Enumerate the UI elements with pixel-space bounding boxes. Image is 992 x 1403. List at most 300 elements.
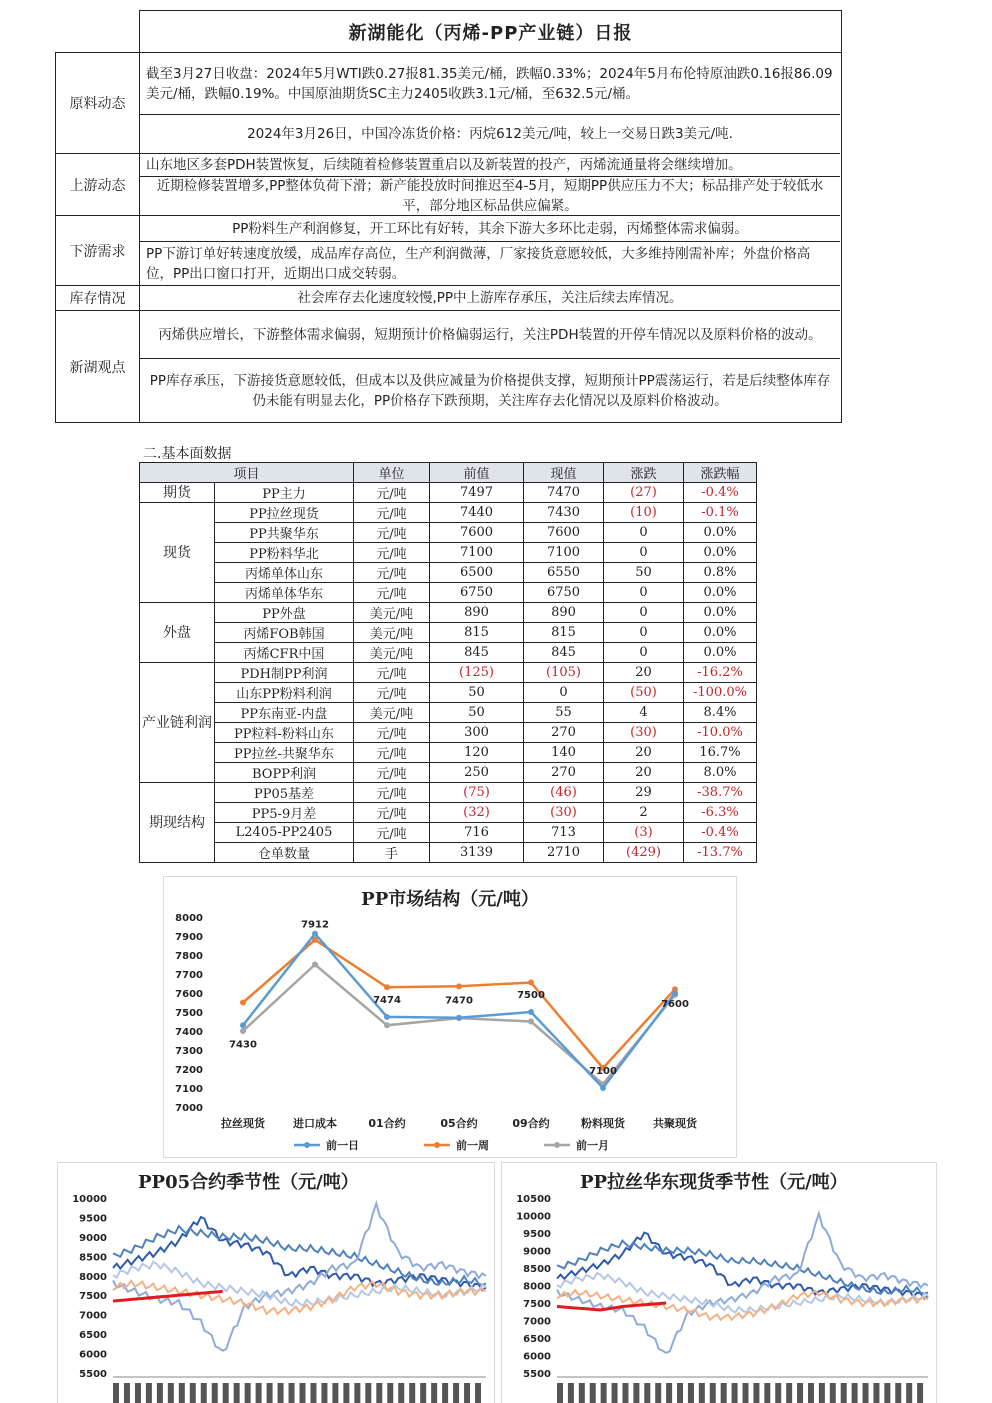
- item-cell: 丙烯单体华东: [215, 583, 354, 603]
- data-point: [600, 1085, 606, 1091]
- pct-cell: -100.0%: [684, 683, 757, 703]
- y-tick-label: 7800: [175, 951, 203, 962]
- item-cell: PP粒料-粉料山东: [215, 723, 354, 743]
- table-row: [140, 563, 757, 583]
- cur-cell: 2710: [524, 843, 604, 863]
- x-tick-label: [343, 1383, 349, 1403]
- x-tick-label: [212, 1383, 218, 1403]
- x-tick-label: [376, 1383, 382, 1403]
- prev-cell: 50: [430, 703, 524, 723]
- pct-cell: 0.0%: [684, 583, 757, 603]
- x-tick-label: 粉料现货: [581, 1117, 625, 1130]
- legend-marker: [554, 1142, 560, 1148]
- x-tick-label: [906, 1383, 912, 1403]
- report-title: 新湖能化（丙烯-PP产业链）日报: [139, 10, 842, 52]
- item-cell: 丙烯单体山东: [215, 563, 354, 583]
- x-tick-label: [179, 1383, 185, 1403]
- x-tick-label: [365, 1383, 371, 1403]
- prev-cell: 7600: [430, 523, 524, 543]
- chg-cell: 20: [604, 763, 684, 783]
- prev-cell: 7497: [430, 483, 524, 503]
- data-point: [528, 980, 534, 986]
- data-point: [240, 1022, 246, 1028]
- row-label-upstream: 上游动态: [56, 154, 140, 216]
- data-point: [312, 931, 318, 937]
- unit-cell: 元/吨: [354, 823, 430, 843]
- x-tick-label: [464, 1383, 470, 1403]
- prev-cell: 3139: [430, 843, 524, 863]
- y-tick-label: 6500: [79, 1330, 107, 1342]
- chg-cell: (27): [604, 483, 684, 503]
- group-label: 现货: [140, 503, 215, 603]
- cur-cell: 7430: [524, 503, 604, 523]
- data-point: [384, 1014, 390, 1020]
- chg-cell: 50: [604, 563, 684, 583]
- data-label: 7100: [589, 1066, 617, 1077]
- y-tick-label: 5500: [79, 1369, 107, 1380]
- unit-cell: 元/吨: [354, 583, 430, 603]
- x-tick-label: [157, 1383, 163, 1403]
- cur-cell: 815: [524, 623, 604, 643]
- y-tick-label: 7500: [175, 1008, 203, 1019]
- x-tick-label: [300, 1383, 306, 1403]
- y-tick-label: 6500: [523, 1334, 551, 1345]
- y-tick-label: 6000: [79, 1349, 107, 1361]
- x-tick-label: 拉丝现货: [221, 1117, 265, 1130]
- pct-cell: 8.4%: [684, 703, 757, 723]
- data-label: 7470: [445, 995, 473, 1007]
- unit-cell: 元/吨: [354, 763, 430, 783]
- x-tick-label: [830, 1383, 836, 1403]
- chg-cell: 0: [604, 523, 684, 543]
- item-cell: PDH制PP利润: [215, 663, 354, 683]
- y-tick-label: 8000: [79, 1271, 107, 1283]
- prev-cell: 250: [430, 763, 524, 783]
- report-grid: [55, 52, 842, 423]
- x-tick-label: [590, 1383, 596, 1403]
- x-tick-label: [256, 1383, 262, 1403]
- data-label: 7474: [373, 994, 401, 1006]
- table-row: [140, 543, 757, 563]
- prev-cell: 815: [430, 623, 524, 643]
- x-tick-label: [146, 1383, 152, 1403]
- legend-label: 前一日: [326, 1139, 359, 1152]
- unit-cell: 美元/吨: [354, 643, 430, 663]
- legend-marker: [304, 1142, 310, 1148]
- cur-cell: 7100: [524, 543, 604, 563]
- x-tick-label: 01合约: [368, 1117, 406, 1130]
- unit-cell: 元/吨: [354, 523, 430, 543]
- cur-cell: 270: [524, 763, 604, 783]
- daily-report-table: [55, 10, 842, 423]
- chg-cell: 0: [604, 603, 684, 623]
- unit-cell: 手: [354, 843, 430, 863]
- pct-cell: 8.0%: [684, 763, 757, 783]
- x-tick-label: [633, 1383, 639, 1403]
- item-cell: PP东南亚-内盘: [215, 703, 354, 723]
- upstream-pp-text: 近期检修装置增多,PP整体负荷下滑；新产能投放时间推迟至4-5月，短期PP供应压力不大；标品排产处于较低水平，部分地区标品供应偏紧。: [140, 177, 840, 216]
- cur-cell: 7600: [524, 523, 604, 543]
- item-cell: PP共聚华东: [215, 523, 354, 543]
- x-tick-label: [289, 1383, 295, 1403]
- x-tick-label: [841, 1383, 847, 1403]
- x-tick-label: [442, 1383, 448, 1403]
- x-tick-label: [135, 1383, 141, 1403]
- x-tick-label: [245, 1383, 251, 1403]
- market-structure-chart: [163, 876, 737, 1158]
- pct-cell: 0.0%: [684, 543, 757, 563]
- x-tick-label: [168, 1383, 174, 1403]
- pct-cell: -13.7%: [684, 843, 757, 863]
- x-tick-label: [201, 1383, 207, 1403]
- chg-cell: 29: [604, 783, 684, 803]
- cur-cell: 140: [524, 743, 604, 763]
- item-cell: PP外盘: [215, 603, 354, 623]
- x-tick-label: [622, 1383, 628, 1403]
- unit-cell: 元/吨: [354, 683, 430, 703]
- x-tick-label: [234, 1383, 240, 1403]
- x-tick-label: [190, 1383, 196, 1403]
- x-tick-label: [699, 1383, 705, 1403]
- y-tick-label: 8000: [175, 913, 203, 924]
- x-tick-label: [267, 1383, 273, 1403]
- y-tick-label: 6000: [523, 1351, 551, 1363]
- table-row: [140, 823, 757, 843]
- cur-cell: (105): [524, 663, 604, 683]
- table-row: [140, 703, 757, 723]
- data-point: [528, 1009, 534, 1015]
- y-tick-label: 5500: [523, 1369, 551, 1380]
- table-row: [140, 803, 757, 823]
- cur-cell: 0: [524, 683, 604, 703]
- unit-cell: 元/吨: [354, 663, 430, 683]
- x-tick-label: [278, 1383, 284, 1403]
- chg-cell: (3): [604, 823, 684, 843]
- group-label: 期现结构: [140, 783, 215, 863]
- raffia-seasonality-plot: [502, 1163, 936, 1403]
- header-unit: 单位: [354, 463, 430, 483]
- data-point: [672, 990, 678, 996]
- pp05-seasonality-title: PP05合约季节性（元/吨）: [138, 1172, 359, 1193]
- x-tick-label: [895, 1383, 901, 1403]
- downstream-pp-text: PP下游订单好转速度放缓，成品库存高位，生产利润微薄，厂家接货意愿较低，大多维持刚需补库；外盘价格高位，PP出口窗口打开，近期出口成交转弱。: [140, 242, 840, 286]
- chg-cell: 0: [604, 583, 684, 603]
- y-tick-label: 10000: [72, 1194, 107, 1205]
- chg-cell: 20: [604, 743, 684, 763]
- unit-cell: 元/吨: [354, 483, 430, 503]
- item-cell: L2405-PP2405: [215, 823, 354, 843]
- x-tick-label: [568, 1383, 574, 1403]
- x-tick-label: [710, 1383, 716, 1403]
- outlook-pp-text: PP库存承压，下游接货意愿较低，但成本以及供应减量为价格提供支撑，短期预计PP震荡运行，若是后续整体库存仍未能有明显去化，PP价格存下跌预期，关注库存去化情况以及原料价格波动。: [149, 373, 831, 409]
- x-tick-label: [453, 1383, 459, 1403]
- legend-label: 前一月: [576, 1139, 609, 1152]
- pct-cell: -0.4%: [684, 483, 757, 503]
- x-tick-label: 进口成本: [293, 1117, 337, 1130]
- y-tick-label: 7400: [175, 1027, 203, 1038]
- prev-cell: (125): [430, 663, 524, 683]
- cur-cell: 55: [524, 703, 604, 723]
- table-row: [140, 763, 757, 783]
- row-label-inventory: 库存情况: [56, 286, 140, 311]
- prev-cell: 300: [430, 723, 524, 743]
- y-tick-label: 7700: [175, 970, 203, 981]
- x-tick-label: [332, 1383, 338, 1403]
- chg-cell: 0: [604, 623, 684, 643]
- x-tick-label: [721, 1383, 727, 1403]
- unit-cell: 元/吨: [354, 783, 430, 803]
- y-tick-label: 7000: [175, 1103, 203, 1114]
- group-label: 产业链利润: [140, 663, 215, 783]
- prev-cell: 7100: [430, 543, 524, 563]
- unit-cell: 元/吨: [354, 543, 430, 563]
- pct-cell: -0.1%: [684, 503, 757, 523]
- x-tick-label: [655, 1383, 661, 1403]
- pct-cell: -38.7%: [684, 783, 757, 803]
- pct-cell: 0.0%: [684, 523, 757, 543]
- x-tick-label: 09合约: [512, 1117, 550, 1130]
- raffia-seasonality-title: PP拉丝华东现货季节性（元/吨）: [580, 1172, 848, 1193]
- downstream-propylene-text: PP粉料生产利润修复，开工环比有好转，其余下游大多环比走弱，丙烯整体需求偏弱。: [140, 216, 840, 242]
- x-tick-label: [387, 1383, 393, 1403]
- unit-cell: 美元/吨: [354, 603, 430, 623]
- x-tick-label: [743, 1383, 749, 1403]
- market-structure-title: PP市场结构（元/吨）: [361, 889, 539, 910]
- data-point: [384, 984, 390, 990]
- pct-cell: 16.7%: [684, 743, 757, 763]
- x-tick-label: [808, 1383, 814, 1403]
- item-cell: BOPP利润: [215, 763, 354, 783]
- prev-cell: (32): [430, 803, 524, 823]
- x-tick-label: [677, 1383, 683, 1403]
- cur-cell: (30): [524, 803, 604, 823]
- y-tick-label: 7500: [79, 1291, 107, 1303]
- x-tick-label: 共聚现货: [653, 1117, 697, 1130]
- x-tick-label: [113, 1383, 119, 1403]
- row-label-downstream: 下游需求: [56, 216, 140, 286]
- y-tick-label: 9500: [79, 1213, 107, 1225]
- chg-cell: (429): [604, 843, 684, 863]
- x-tick-label: 05合约: [440, 1117, 478, 1130]
- prev-cell: (75): [430, 783, 524, 803]
- cur-cell: 270: [524, 723, 604, 743]
- data-point: [456, 1015, 462, 1021]
- y-tick-label: 7000: [523, 1316, 551, 1328]
- y-tick-label: 10500: [516, 1194, 551, 1205]
- x-tick-label: [398, 1383, 404, 1403]
- table-row: [140, 623, 757, 643]
- table-row: [140, 643, 757, 663]
- table-row: [140, 523, 757, 543]
- item-cell: PP粉料华北: [215, 543, 354, 563]
- x-tick-label: [310, 1383, 316, 1403]
- group-label: 期货: [140, 483, 215, 503]
- y-tick-label: 7600: [175, 989, 203, 1000]
- table-header-row: [140, 463, 757, 483]
- pp05-seasonality-plot: [58, 1163, 494, 1403]
- legend-marker: [434, 1142, 440, 1148]
- y-tick-label: 9000: [79, 1232, 107, 1244]
- row-label-outlook: 新湖观点: [56, 311, 140, 423]
- inventory-text: 社会库存去化速度较慢,PP中上游库存承压，关注后续去库情况。: [140, 286, 840, 311]
- unit-cell: 元/吨: [354, 563, 430, 583]
- header-item: 项目: [140, 463, 354, 483]
- x-tick-label: [475, 1383, 481, 1403]
- x-tick-label: [863, 1383, 869, 1403]
- y-tick-label: 7200: [175, 1065, 203, 1076]
- item-cell: 丙烯CFR中国: [215, 643, 354, 663]
- unit-cell: 元/吨: [354, 723, 430, 743]
- table-row: [140, 683, 757, 703]
- cur-cell: 7470: [524, 483, 604, 503]
- raw-material-propane-text: 2024年3月26日，中国冷冻货价格：丙烷612美元/吨，较上一交易日跌3美元/吨.: [140, 115, 840, 154]
- x-tick-label: [557, 1383, 563, 1403]
- chg-cell: 0: [604, 543, 684, 563]
- table-row: [140, 783, 757, 803]
- chg-cell: (30): [604, 723, 684, 743]
- fundamentals-table: [139, 462, 757, 863]
- pct-cell: 0.0%: [684, 623, 757, 643]
- header-prev: 前值: [430, 463, 524, 483]
- prev-cell: 716: [430, 823, 524, 843]
- item-cell: PP拉丝-共聚华东: [215, 743, 354, 763]
- chg-cell: 4: [604, 703, 684, 723]
- group-label: 外盘: [140, 603, 215, 663]
- x-tick-label: [124, 1383, 130, 1403]
- prev-cell: 120: [430, 743, 524, 763]
- y-tick-label: 7300: [175, 1046, 203, 1057]
- x-tick-label: [884, 1383, 890, 1403]
- item-cell: 仓单数量: [215, 843, 354, 863]
- raffia-seasonality-chart: [501, 1162, 937, 1403]
- data-point: [384, 1022, 390, 1028]
- x-tick-label: [797, 1383, 803, 1403]
- x-tick-label: [786, 1383, 792, 1403]
- row-label-raw-material: 原料动态: [56, 53, 140, 154]
- prev-cell: 890: [430, 603, 524, 623]
- pct-cell: 0.8%: [684, 563, 757, 583]
- x-tick-label: [852, 1383, 858, 1403]
- item-cell: PP拉丝现货: [215, 503, 354, 523]
- y-tick-label: 7100: [175, 1084, 203, 1095]
- legend-label: 前一周: [456, 1139, 489, 1152]
- item-cell: 丙烯FOB韩国: [215, 623, 354, 643]
- cur-cell: 6550: [524, 563, 604, 583]
- item-cell: PP5-9月差: [215, 803, 354, 823]
- table-row: [140, 843, 757, 863]
- header-pct: 涨跌幅: [684, 463, 757, 483]
- table-row: [140, 583, 757, 603]
- x-tick-label: [688, 1383, 694, 1403]
- header-cur: 现值: [524, 463, 604, 483]
- x-tick-label: [666, 1383, 672, 1403]
- prev-cell: 6750: [430, 583, 524, 603]
- table-row: [140, 743, 757, 763]
- y-tick-label: 7000: [79, 1310, 107, 1322]
- data-label: 7500: [517, 990, 545, 1001]
- data-point: [312, 962, 318, 968]
- unit-cell: 元/吨: [354, 743, 430, 763]
- cur-cell: (46): [524, 783, 604, 803]
- chg-cell: 0: [604, 643, 684, 663]
- item-cell: PP05基差: [215, 783, 354, 803]
- data-label: 7430: [229, 1039, 257, 1051]
- prev-cell: 6500: [430, 563, 524, 583]
- chg-cell: (10): [604, 503, 684, 523]
- x-tick-label: [579, 1383, 585, 1403]
- y-tick-label: 8500: [79, 1252, 107, 1264]
- data-point: [528, 1019, 534, 1025]
- x-tick-label: [223, 1383, 229, 1403]
- x-tick-label: [873, 1383, 879, 1403]
- table-row: [140, 603, 757, 623]
- item-cell: PP主力: [215, 483, 354, 503]
- cur-cell: 845: [524, 643, 604, 663]
- header-chg: 涨跌: [604, 463, 684, 483]
- x-tick-label: [819, 1383, 825, 1403]
- chg-cell: (50): [604, 683, 684, 703]
- unit-cell: 元/吨: [354, 503, 430, 523]
- y-tick-label: 9000: [523, 1246, 551, 1258]
- pct-cell: -0.4%: [684, 823, 757, 843]
- x-tick-label: [775, 1383, 781, 1403]
- pp05-seasonality-chart: [57, 1162, 495, 1403]
- unit-cell: 美元/吨: [354, 623, 430, 643]
- pct-cell: 0.0%: [684, 643, 757, 663]
- data-point: [240, 1000, 246, 1006]
- x-tick-label: [601, 1383, 607, 1403]
- y-tick-label: 7900: [175, 932, 203, 943]
- x-tick-label: [612, 1383, 618, 1403]
- table-row: [140, 483, 757, 503]
- data-point: [240, 1028, 246, 1034]
- unit-cell: 元/吨: [354, 803, 430, 823]
- chg-cell: 2: [604, 803, 684, 823]
- x-tick-label: [321, 1383, 327, 1403]
- pct-cell: -16.2%: [684, 663, 757, 683]
- series-line: [557, 1213, 928, 1353]
- data-point: [456, 983, 462, 989]
- table-row: [140, 663, 757, 683]
- raw-material-crude-text: 截至3月27日收盘：2024年5月WTI跌0.27报81.35美元/桶，跌幅0.33%；2024年5月布伦特原油跌0.16报86.09美元/桶，跌幅0.19%。中国原油期货SC主力2405收跌3.1元/桶，至632.5元/桶。: [140, 53, 840, 115]
- x-tick-label: [431, 1383, 437, 1403]
- table-row: [140, 503, 757, 523]
- y-tick-label: 10000: [516, 1211, 551, 1223]
- pct-cell: 0.0%: [684, 603, 757, 623]
- data-label: 7600: [661, 999, 689, 1010]
- unit-cell: 美元/吨: [354, 703, 430, 723]
- chg-cell: 20: [604, 663, 684, 683]
- cur-cell: 890: [524, 603, 604, 623]
- fundamentals-heading: 二.基本面数据: [143, 446, 232, 462]
- prev-cell: 845: [430, 643, 524, 663]
- y-tick-label: 8000: [523, 1281, 551, 1293]
- table-row: [140, 723, 757, 743]
- x-tick-label: [409, 1383, 415, 1403]
- pct-cell: -10.0%: [684, 723, 757, 743]
- y-tick-label: 9500: [523, 1229, 551, 1240]
- y-tick-label: 7500: [523, 1299, 551, 1310]
- data-label: 7912: [301, 919, 329, 931]
- x-tick-label: [354, 1383, 360, 1403]
- prev-cell: 7440: [430, 503, 524, 523]
- item-cell: 山东PP粉料利润: [215, 683, 354, 703]
- prev-cell: 50: [430, 683, 524, 703]
- x-tick-label: [917, 1383, 923, 1403]
- x-tick-label: [764, 1383, 770, 1403]
- x-tick-label: [420, 1383, 426, 1403]
- x-tick-label: [753, 1383, 759, 1403]
